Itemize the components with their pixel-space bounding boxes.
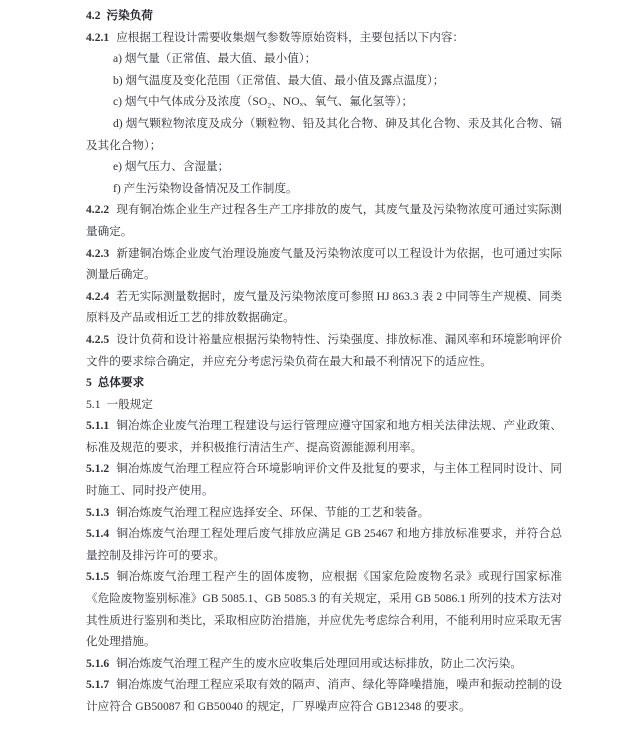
paragraph-text: a) 烟气量（正常值、最大值、最小值）； <box>113 52 317 66</box>
paragraph-text: 铜冶炼废气治理工程应选择安全、环保、节能的工艺和装备。 <box>116 505 430 519</box>
paragraph-text: 现有铜冶炼企业生产过程各生产工序排放的废气，其废气量及污染物浓度可通过实际测量确定。 <box>86 203 562 238</box>
clause-number: 5.1 <box>86 397 101 411</box>
list-item <box>86 48 562 70</box>
list-item <box>86 156 562 178</box>
clause-number: 5.1.7 <box>86 678 110 692</box>
paragraph-text: e) 烟气压力、含湿量； <box>113 160 230 174</box>
clause-paragraph <box>86 286 562 329</box>
clause-number: 5.1.2 <box>86 462 110 476</box>
list-item <box>86 91 562 113</box>
paragraph-text: 设计负荷和设计裕量应根据污染物特性、污染强度、排放标准、漏风率和环境影响评价文件的要求综合确定，并应充分考虑污染负荷在最大和最不利情况下的适应性。 <box>86 332 562 368</box>
clause-number: 4.2 <box>86 9 101 22</box>
paragraph-text: c) 烟气中气体成分及浓度（SO₂、NOₓ、氧气、氟化氢等）； <box>113 95 414 109</box>
clause-paragraph <box>86 27 562 49</box>
clause-paragraph <box>86 502 562 524</box>
section-heading <box>86 372 562 394</box>
clause-paragraph <box>86 243 562 286</box>
paragraph-text: 总体要求 <box>97 376 145 390</box>
list-item <box>86 113 562 156</box>
clause-paragraph <box>86 523 562 566</box>
list-item <box>86 70 562 92</box>
clause-number: 5.1.4 <box>86 527 110 541</box>
section-heading <box>86 5 562 27</box>
list-item <box>86 178 562 200</box>
clause-number: 5.1.1 <box>86 419 110 433</box>
clause-number: 5.1.6 <box>86 656 110 670</box>
clause-number: 4.2.3 <box>86 246 110 260</box>
paragraph-text: 铜冶炼废气治理工程处理后废气排放应满足 GB 25467 和地方排放标准要求，并符合总量控制及排污许可的要求。 <box>86 527 562 562</box>
document-body <box>86 5 562 718</box>
clause-paragraph <box>86 199 562 242</box>
paragraph-text: 一般规定 <box>106 397 153 411</box>
clause-number: 4.2.4 <box>86 289 110 303</box>
paragraph-text: 新建铜冶炼企业废气治理设施废气量及污染物浓度可以工程设计为依据，也可通过实际测量后确定。 <box>86 246 562 282</box>
subsection-heading <box>86 394 562 416</box>
clause-paragraph <box>86 458 562 501</box>
clause-paragraph <box>86 566 562 652</box>
paragraph-text: 污染负荷 <box>106 9 153 22</box>
clause-number: 4.2.5 <box>86 332 110 346</box>
clause-paragraph <box>86 329 562 372</box>
paragraph-text: b) 烟气温度及变化范围（正常值、最大值、最小值及露点温度）； <box>113 73 445 87</box>
paragraph-text: 铜冶炼废气治理工程产生的废水应收集后处理回用或达标排放，防止二次污染。 <box>116 656 522 670</box>
clause-number: 4.2.2 <box>86 203 110 217</box>
paragraph-text: 铜冶炼企业废气治理工程建设与运行管理应遵守国家和地方相关法律法规、产业政策、标准及规范的要求，并积极推行清洁生产、提高资源能源利用率。 <box>86 419 562 454</box>
paragraph-text: d) 烟气颗粒物浓度及成分（颗粒物、铅及其化合物、砷及其化合物、汞及其化合物、镉及其化合物）； <box>86 116 562 152</box>
paragraph-text: 应根据工程设计需要收集烟气参数等原始资料，主要包括以下内容： <box>116 30 465 44</box>
paragraph-text: 铜冶炼废气治理工程应采取有效的隔声、消声、绿化等降噪措施，噪声和振动控制的设计应符合 GB50087 和 GB50040 的规定，厂界噪声应符合 GB12348 的要求。 <box>86 678 562 713</box>
paragraph-text: f) 产生污染物设备情况及工作制度。 <box>113 181 298 195</box>
paragraph-text: 若无实际测量数据时，废气量及污染物浓度可参照 HJ 863.3 表 2 中同等生产规模、同类原料及产品或相近工艺的排放数据确定。 <box>86 289 562 325</box>
clause-number: 4.2.1 <box>86 30 110 44</box>
clause-number: 5.1.5 <box>86 570 110 584</box>
clause-number: 5.1.3 <box>86 505 110 519</box>
paragraph-text: 铜冶炼废气治理工程应符合环境影响评价文件及批复的要求，与主体工程同时设计、同时施工、同时投产使用。 <box>86 462 562 498</box>
paragraph-text: 铜冶炼废气治理工程产生的固体废物，应根据《国家危险废物名录》或现行国家标准《危险废物鉴别标准》GB 5085.1、GB 5085.3 的有关规定，采用 GB 5086.1 所列的技术方法对其性质进行鉴别和类比，采取相应防治措施，并应优先考虑综合利用，不能利用时应采取无害化处理措施。 <box>86 570 562 649</box>
clause-paragraph <box>86 415 562 458</box>
clause-paragraph <box>86 653 562 675</box>
clause-paragraph <box>86 674 562 717</box>
clause-number: 5 <box>86 376 92 390</box>
